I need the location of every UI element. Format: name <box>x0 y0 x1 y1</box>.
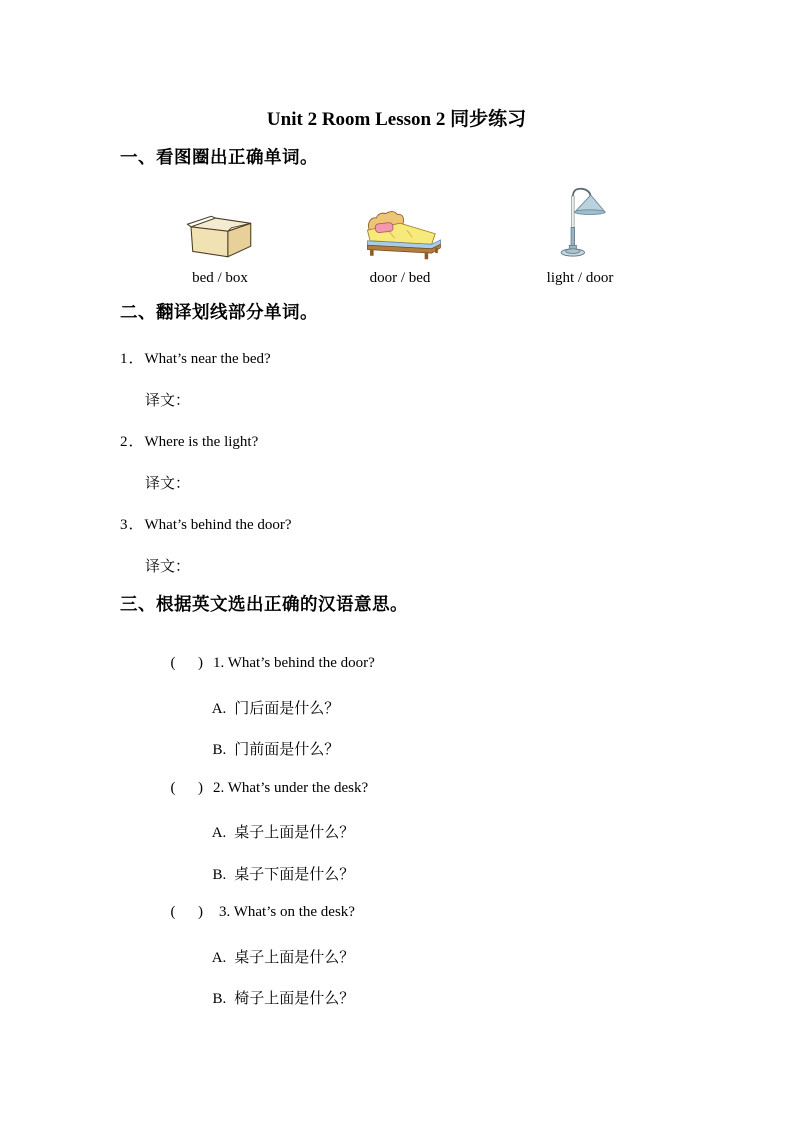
section-2-heading: 二、翻译划线部分单词。 <box>120 302 318 322</box>
question-text: What’s near the bed? <box>144 351 271 367</box>
section-1-heading: 一、看图圈出正确单词。 <box>120 147 318 167</box>
choice-option <box>190 804 375 841</box>
option-text: 门后面是什么？ <box>234 700 340 717</box>
choice-question <box>148 763 375 796</box>
answer-blank: 译文： <box>145 475 191 492</box>
option-label: B. <box>212 866 227 883</box>
question-text: 2. What’s under the desk? <box>213 779 369 796</box>
question-number: 1． <box>120 351 145 367</box>
choice-question <box>148 638 375 671</box>
word-choice-label: bed / box <box>192 270 248 286</box>
choice-option <box>190 680 375 717</box>
translation-question <box>120 513 292 531</box>
figure-bed <box>310 202 490 262</box>
page-title: Unit 2 Room Lesson 2 同步练习 <box>266 109 527 130</box>
option-label: A. <box>211 949 227 966</box>
option-label: A. <box>211 700 227 717</box>
option-text: 桌子上面是什么？ <box>234 949 355 966</box>
choice-option <box>190 721 375 758</box>
section-3-heading: 三、根据英文选出正确的汉语意思。 <box>120 594 408 614</box>
question-number: 2． <box>120 434 145 450</box>
picture-labels-row <box>130 270 670 287</box>
answer-blank: 译文： <box>145 558 191 575</box>
question-text: 3. What’s on the desk? <box>219 904 355 920</box>
question-number: 3． <box>120 517 145 533</box>
choice-question <box>148 887 375 920</box>
choice-option <box>190 846 375 883</box>
answer-blank: 译文： <box>145 392 191 409</box>
multiple-choice-list <box>148 638 375 1012</box>
question-text: Where is the light? <box>144 434 259 450</box>
picture-row <box>130 178 670 262</box>
question-text: 1. What’s behind the door? <box>213 655 375 671</box>
translation-question-list <box>120 347 292 596</box>
option-text: 桌子上面是什么？ <box>234 825 355 841</box>
figure-box <box>130 204 310 262</box>
option-label: B. <box>212 742 227 758</box>
option-text: 门前面是什么？ <box>234 742 340 758</box>
choice-option <box>190 929 375 966</box>
option-label: A. <box>211 825 227 841</box>
option-text: 桌子下面是什么？ <box>234 866 355 883</box>
word-choice-label: door / bed <box>369 270 431 286</box>
translation-question <box>120 430 292 448</box>
floor-lamp-icon <box>554 182 606 262</box>
option-label: B. <box>212 991 227 1007</box>
box-icon <box>180 204 260 262</box>
choice-option <box>190 970 375 1007</box>
answer-bracket: ( ) <box>170 904 203 920</box>
translation-question <box>120 347 292 365</box>
bed-icon <box>356 202 444 262</box>
word-choice-label: light / door <box>546 270 614 286</box>
option-text: 椅子上面是什么？ <box>234 991 355 1007</box>
question-text: What’s behind the door? <box>144 517 292 533</box>
answer-bracket: ( ) <box>170 779 203 796</box>
answer-bracket: ( ) <box>170 655 203 671</box>
figure-lamp <box>490 182 670 262</box>
